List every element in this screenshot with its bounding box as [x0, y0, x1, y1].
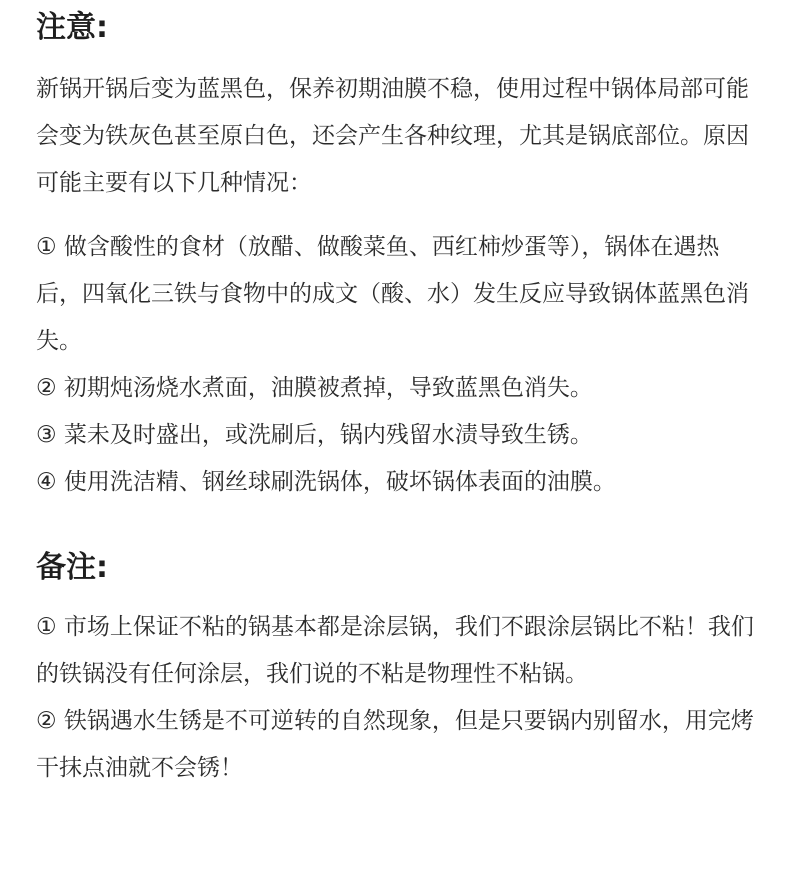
notice-heading: 注意:	[36, 10, 108, 45]
notice-intro	[36, 66, 758, 207]
remark-list	[36, 604, 758, 792]
reason-item: ① 做含酸性的食材（放醋、做酸菜鱼、西红柿炒蛋等），锅体在遇热后，四氧化三铁与食物中的成文（酸、水）发生反应导致锅体蓝黑色消失。	[36, 234, 749, 354]
reason-item: ③ 菜未及时盛出，或洗刷后，锅内残留水渍导致生锈。	[36, 422, 593, 448]
reason-item: ② 初期炖汤烧水煮面，油膜被煮掉，导致蓝黑色消失。	[36, 375, 593, 401]
remark-item: ① 市场上保证不粘的锅基本都是涂层锅，我们不跟涂层锅比不粘！我们的铁锅没有任何涂层，我们说的不粘是物理性不粘锅。	[36, 614, 754, 687]
reasons-list	[36, 224, 758, 506]
remark-heading: 备注:	[36, 550, 108, 585]
remark-item: ② 铁锅遇水生锈是不可逆转的自然现象，但是只要锅内别留水，用完烤干抹点油就不会锈！	[36, 708, 754, 781]
intro-paragraph: 新锅开锅后变为蓝黑色，保养初期油膜不稳，使用过程中锅体局部可能会变为铁灰色甚至原白色，还会产生各种纹理，尤其是锅底部位。原因可能主要有以下几种情况：	[36, 76, 749, 196]
reason-item: ④ 使用洗洁精、钢丝球刷洗锅体，破坏锅体表面的油膜。	[36, 469, 616, 495]
